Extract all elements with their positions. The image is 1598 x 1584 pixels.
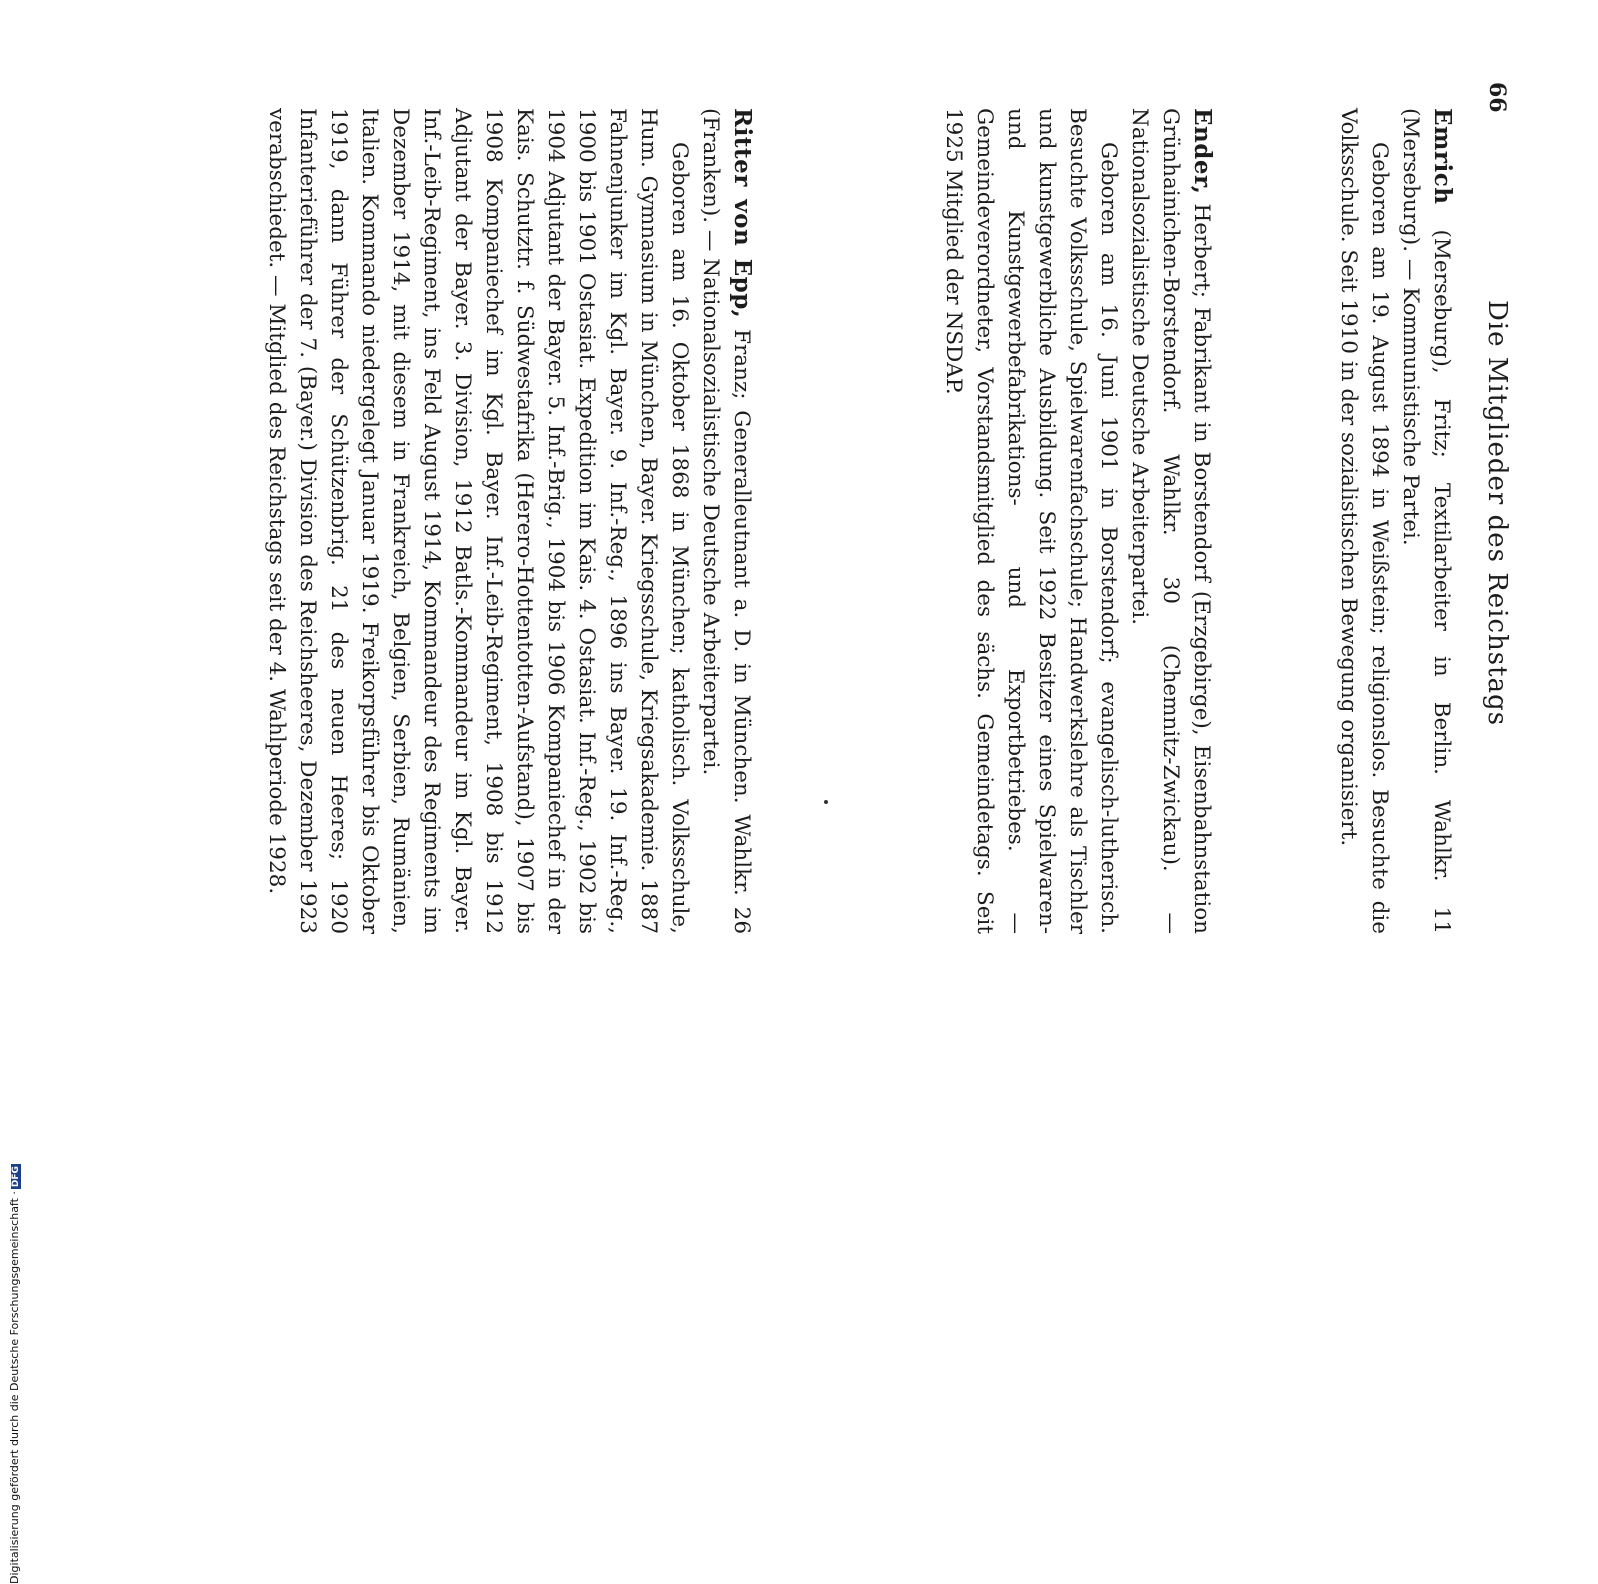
running-title: Die Mitglieder des Reichstags bbox=[1482, 300, 1512, 727]
print-speck bbox=[824, 800, 828, 804]
entry-name: Emrich bbox=[1429, 108, 1456, 205]
entry-text: Franz; Generalleutnant a. D. in München. Wahlkr. 26 (Franken). — Nationalsozialistische Deutsche Arbeiterpartei. bbox=[698, 108, 754, 934]
entry-name: Ender, bbox=[1189, 108, 1216, 195]
entry-epp bbox=[261, 108, 758, 934]
entry-text: Herbert; Fabrikant in Borstendorf (Erzgebirge), Eisenbahnstation Grünhainichen-Borstendorf. Wahlkr. 30 (Chemnitz-Zwickau). — Nationalsozialistische Deutsche Arbeiterpartei. bbox=[1127, 108, 1214, 935]
entry-biography: Geboren am 16. Oktober 1868 in München; katholisch. Volksschule, Hum. Gymnasium in München, Bayer. Kriegsschule, Kriegsakademie. 1887 Fahnenjunker im Kgl. Bayer. 9. Inf.-Reg., 1896 ins Bayer. 19. Inf.-Reg., 1900 bis 1901 Ostasiat. Expedition im Kais. 4. Ostasiat. Inf.-Reg., 1902 bis 1904 Adjutant der Bayer. 5. Inf.-Brig., 1904 bis 1906 Kompaniechef in der Kais. Schutztr. f. Südwestafrika (Herero-Hottentotten-Aufstand), 1907 bis 1908 Kompaniechef im Kgl. Bayer. Inf.-Leib-Regiment, 1908 bis 1912 Adjutant der Bayer. 3. Division, 1912 Batls.-Kommandeur im Kgl. Bayer. Inf.-Leib-Regiment, ins Feld August 1914, Kommandeur des Regiments im Dezember 1914, mit diesem in Frankreich, Belgien, Serbien, Rumänien, Italien. Kommando niedergelegt Januar 1919. Freikorpsführer bis Oktober 1919, dann Führer der Schützenbrig. 21 des neuen Heeres; 1920 Infanterieführer der 7. (Bayer.) Division des Reichsheeres, Dezember 1923 verabschiedet. — Mitglied des Reichstags seit der 4. Wahlperiode 1928. bbox=[264, 108, 692, 934]
digitization-credit: Digitalisierung gefördert durch die Deutsche Forschungsgemeinschaft ·DFG bbox=[8, 1166, 21, 1584]
entry-biography: Geboren am 19. August 1894 in Weißstein; religionslos. Besuchte die Volksschule. Seit 1910 in der sozialistischen Bewegung organisiert. bbox=[1336, 108, 1392, 934]
credit-text: Digitalisierung gefördert durch die Deutsche Forschungsgemeinschaft bbox=[8, 1198, 21, 1584]
entry-text: (Merseburg), Fritz; Textilarbeiter in Berlin. Wahlkr. 11 (Merseburg). — Kommunistische Partei. bbox=[1398, 108, 1454, 934]
entry-emrich bbox=[1333, 108, 1458, 934]
dfg-logo: DFG bbox=[11, 1166, 21, 1188]
entry-name: Ritter von Epp, bbox=[729, 108, 756, 319]
entry-ender bbox=[938, 108, 1218, 934]
page-number: 66 bbox=[1484, 82, 1510, 113]
entry-biography: Geboren am 16. Juni 1901 in Borstendorf; evangelisch-lutherisch. Besuchte Volksschule, Spielwarenfachschule; Handwerkslehre als Tischler und kunstgewerbliche Ausbildung. Seit 1922 Besitzer eines Spielwaren- und Kunstgewerbefabrikations- und Exportbetriebes. — Gemeindeverordneter, Vorstandsmitglied des sächs. Gemeindetags. Seit 1925 Mitglied der NSDAP. bbox=[941, 108, 1121, 934]
